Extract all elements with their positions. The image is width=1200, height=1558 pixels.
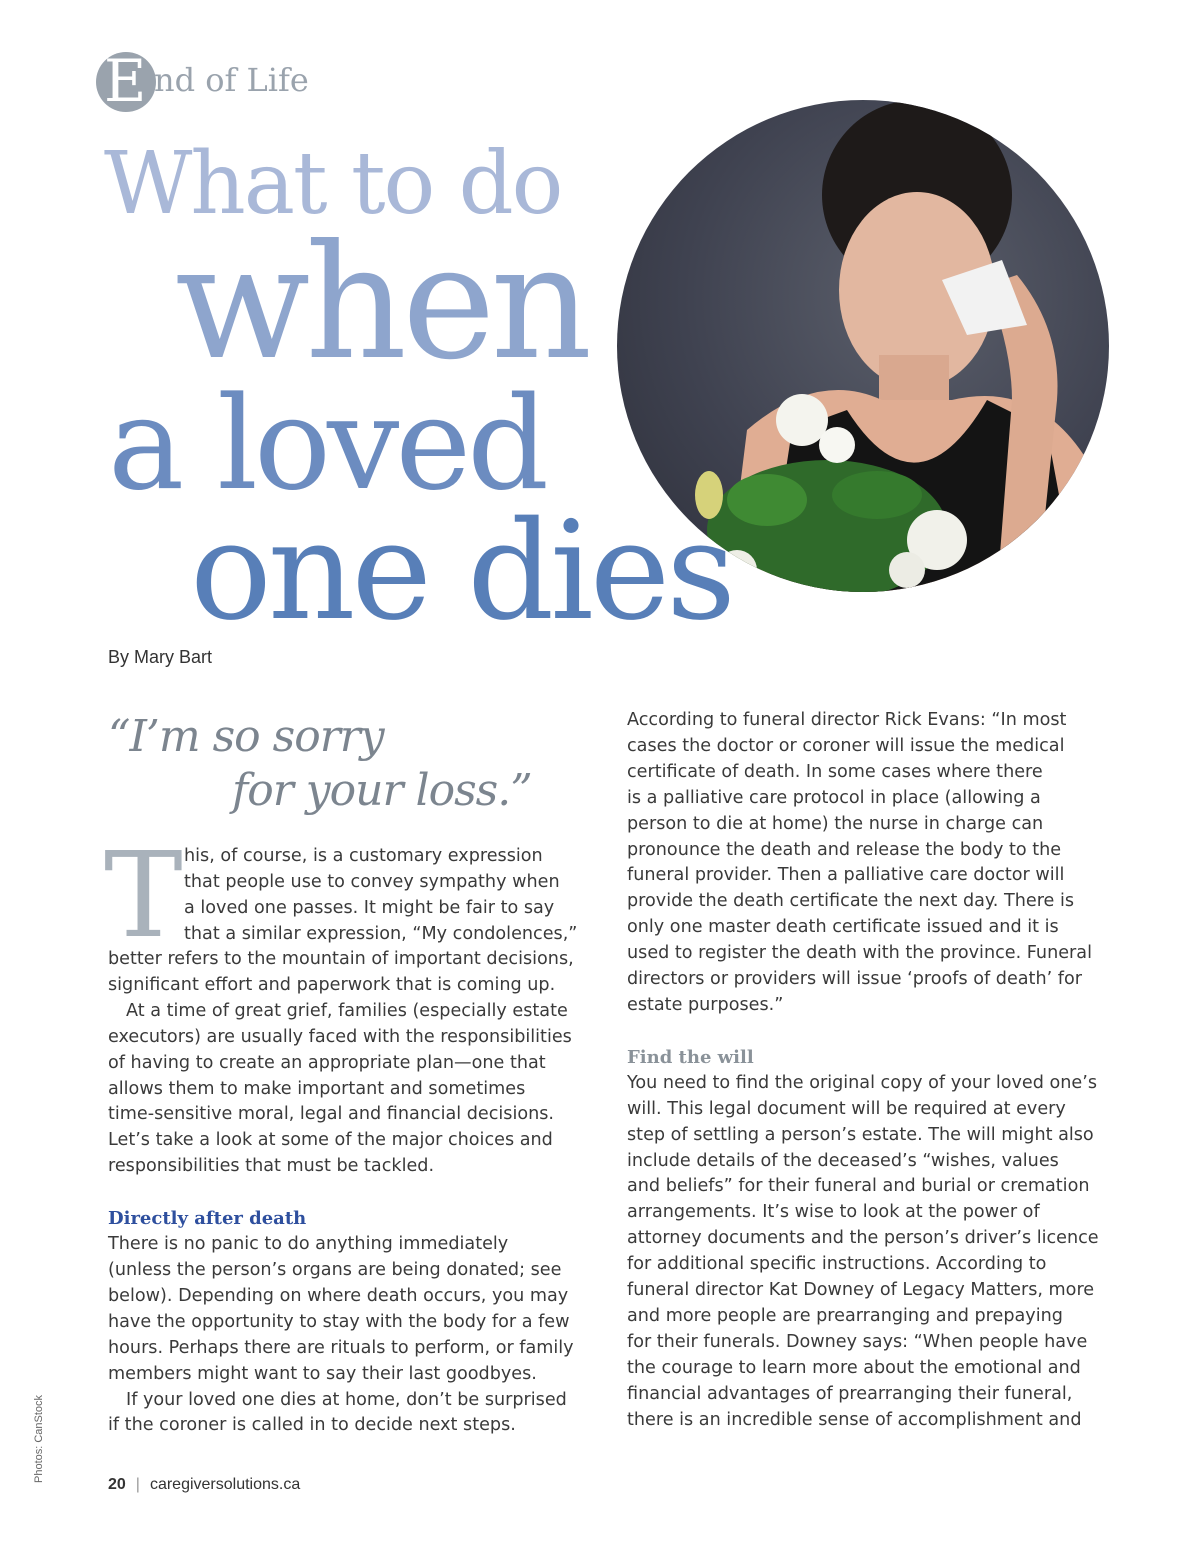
intro-line: a loved one passes. It might be fair to say <box>184 897 555 918</box>
right-para2-line: and more people are prearranging and prepaying <box>627 1305 1063 1326</box>
headline-line-2: when <box>175 211 588 395</box>
right-para1-line: person to die at home) the nurse in charge can <box>627 813 1044 834</box>
right-para2-line: attorney documents and the person’s driver’s licence <box>627 1228 1099 1249</box>
byline: By Mary Bart <box>108 647 213 667</box>
right-para1-line: pronounce the death and release the body to the <box>627 839 1062 860</box>
right-para1-line: is a palliative care protocol in place (allowing a <box>627 787 1041 808</box>
left-column-body <box>108 947 598 1439</box>
right-para2-line: You need to find the original copy of your loved one’s <box>627 1072 1098 1093</box>
spacer <box>627 1019 1117 1045</box>
right-para1-line: estate purposes.” <box>627 994 784 1015</box>
section-kicker <box>96 47 416 115</box>
drop-cap: T <box>104 826 183 964</box>
right-para1-line: cases the doctor or coroner will issue the medical <box>627 735 1065 756</box>
pull-quote-line-1: “I’m so sorry <box>108 711 384 762</box>
pull-quote-line-2: for your loss.” <box>232 765 532 816</box>
para3-line: There is no panic to do anything immediately <box>108 1234 509 1255</box>
intro-line: that a similar expression, “My condolences,” <box>184 923 578 944</box>
para2-line: of having to create an appropriate plan—one that <box>108 1052 546 1073</box>
para3-line: (unless the person’s organs are being donated; see <box>108 1259 562 1280</box>
intro-continued-line: significant effort and paperwork that is coming up. <box>108 974 556 995</box>
para4-line: If your loved one dies at home, don’t be surprised <box>126 1389 567 1410</box>
right-para2-line: arrangements. It’s wise to look at the power of <box>627 1202 1040 1223</box>
right-para2-line: step of settling a person’s estate. The will might also <box>627 1124 1094 1145</box>
right-para2-line: funeral director Kat Downey of Legacy Matters, more <box>627 1280 1095 1301</box>
right-para2-line: for their funerals. Downey says: “When people have <box>627 1331 1088 1352</box>
right-para1-line: provide the death certificate the next day. There is <box>627 891 1075 912</box>
headline-line-1: What to do <box>104 134 562 234</box>
right-column-body <box>627 708 1117 1433</box>
footer-divider: | <box>135 1476 140 1493</box>
para2-line: time-sensitive moral, legal and financial decisions. <box>108 1104 555 1125</box>
right-para2-line: the courage to learn more about the emotional and <box>627 1357 1081 1378</box>
right-para1-line: According to funeral director Rick Evans: “In most <box>627 710 1067 730</box>
right-para1-line: funeral provider. Then a palliative care doctor will <box>627 865 1065 886</box>
right-para2-line: and beliefs” for their funeral and burial or cremation <box>627 1176 1090 1197</box>
kicker-label: nd of Life <box>154 61 309 99</box>
para3-line: hours. Perhaps there are rituals to perform, or family <box>108 1337 574 1358</box>
para2-line: responsibilities that must be tackled. <box>108 1156 435 1177</box>
right-para1-line: only one master death certificate issued and it is <box>627 917 1059 938</box>
intro-wrapped-lines <box>184 844 604 948</box>
para3-line: have the opportunity to stay with the body for a few <box>108 1311 570 1332</box>
page-number: 20 <box>108 1476 126 1493</box>
intro-line: that people use to convey sympathy when <box>184 871 560 892</box>
right-para1-line: certificate of death. In some cases where there <box>627 761 1043 782</box>
footer-website: caregiversolutions.ca <box>149 1476 301 1493</box>
right-para2-line: will. This legal document will be required at every <box>627 1098 1066 1119</box>
spacer <box>108 1180 598 1206</box>
right-para2-line: financial advantages of prearranging their funeral, <box>627 1383 1073 1404</box>
kicker-initial: E <box>104 47 147 115</box>
headline-line-3: a loved <box>108 370 545 519</box>
para2-line: Let’s take a look at some of the major choices and <box>108 1130 553 1151</box>
photo-credit: Photos: CanStock <box>33 1394 45 1483</box>
para2-line: allows them to make important and sometimes <box>108 1078 526 1099</box>
intro-continued-line: better refers to the mountain of important decisions, <box>108 949 574 969</box>
subhead-directly-after-death: Directly after death <box>108 1208 307 1230</box>
para2-line: executors) are usually faced with the responsibilities <box>108 1026 572 1047</box>
right-para2-line: there is an incredible sense of accomplishment and <box>627 1409 1082 1430</box>
headline-line-4: one dies <box>190 493 733 651</box>
para3-line: members might want to say their last goodbyes. <box>108 1363 537 1384</box>
right-para1-line: used to register the death with the province. Funeral <box>627 943 1092 964</box>
para2-line: At a time of great grief, families (especially estate <box>126 1000 568 1021</box>
para3-line: below). Depending on where death occurs, you may <box>108 1285 569 1306</box>
para4-line: if the coroner is called in to decide next steps. <box>108 1415 516 1436</box>
intro-line: his, of course, is a customary expression <box>184 846 543 866</box>
page-footer <box>108 1474 300 1496</box>
right-para2-line: for additional specific instructions. According to <box>627 1254 1047 1275</box>
subhead-find-the-will: Find the will <box>627 1046 754 1068</box>
right-para2-line: include details of the deceased’s “wishes, values <box>627 1150 1059 1171</box>
right-para1-line: directors or providers will issue ‘proofs of death’ for <box>627 969 1082 990</box>
